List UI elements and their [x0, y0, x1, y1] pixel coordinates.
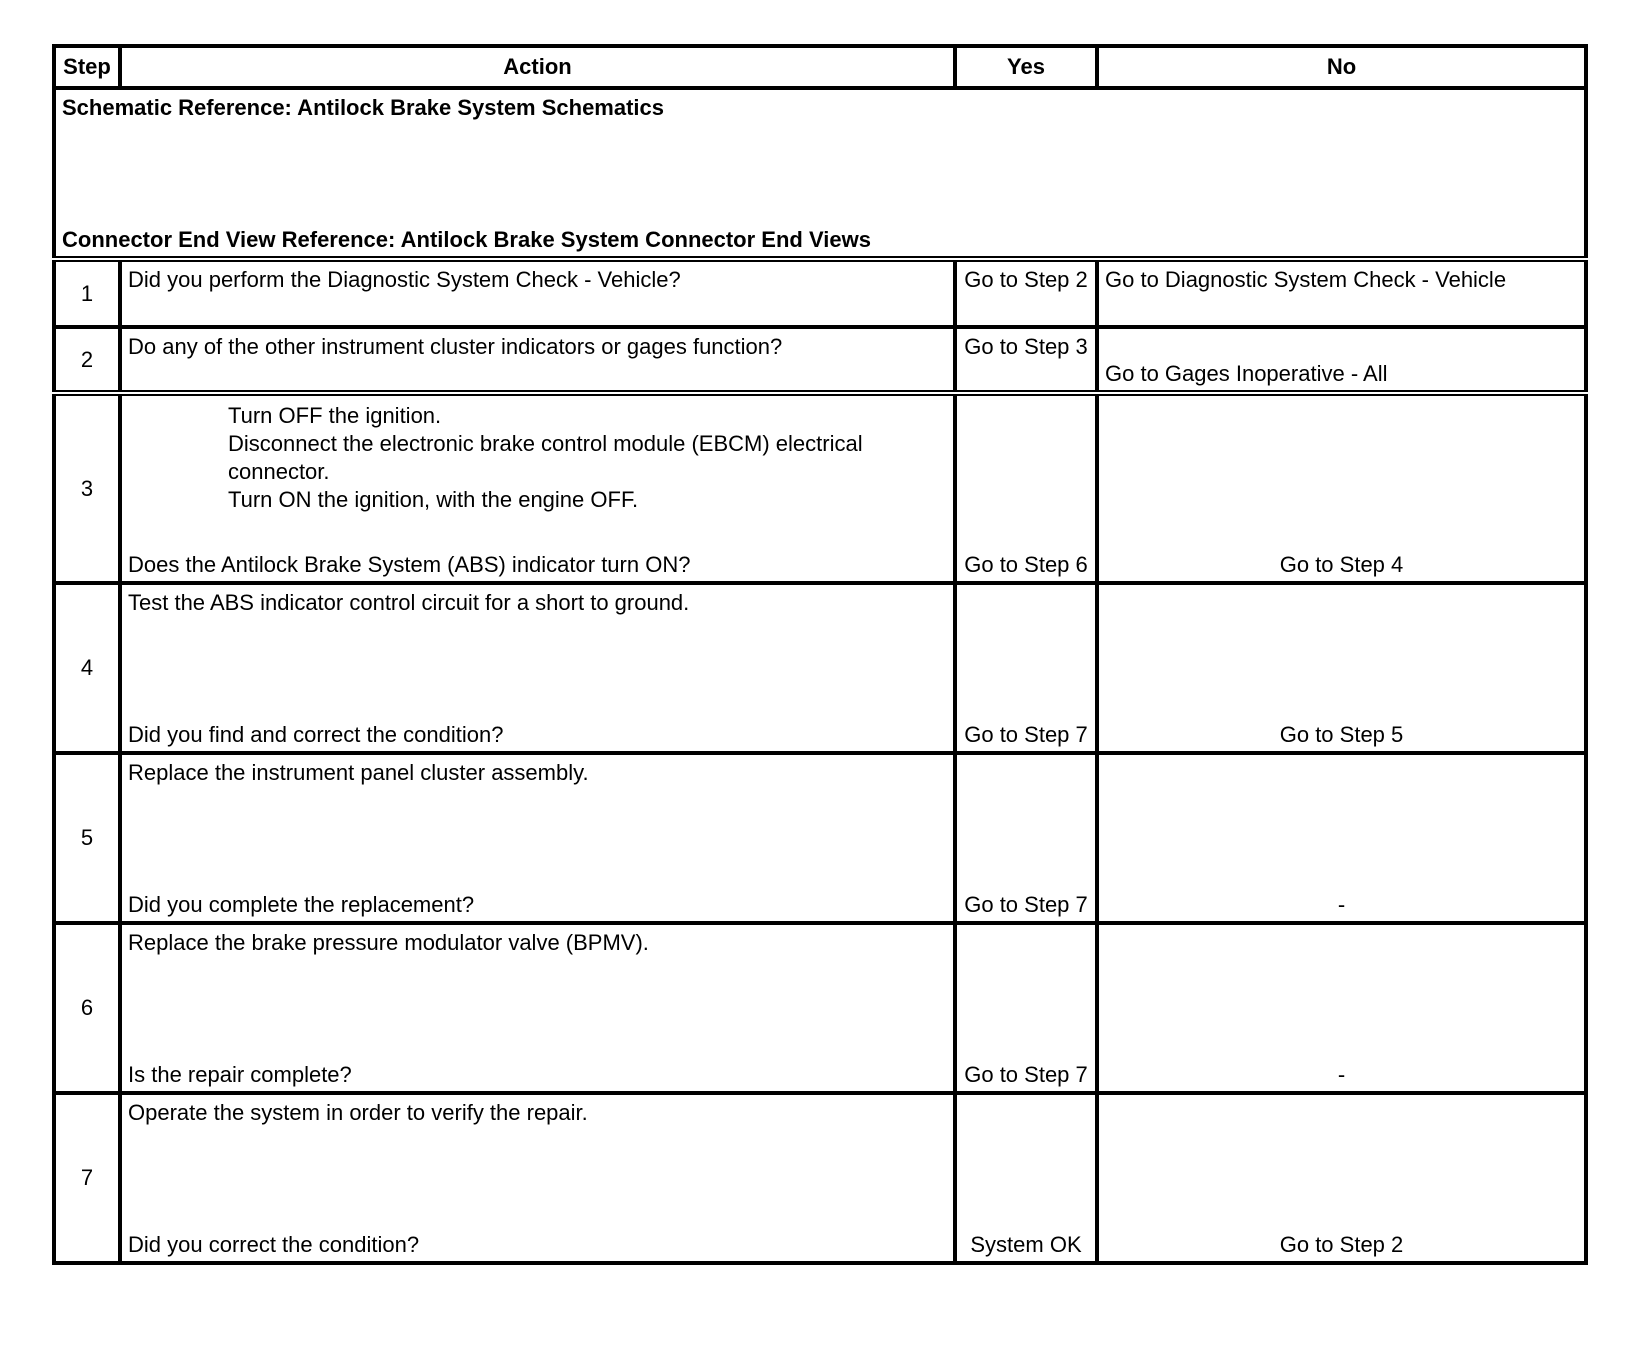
action-text: Did you perform the Diagnostic System Check - Vehicle?: [128, 267, 681, 292]
table-row: [54, 259, 1586, 327]
yes-result: System OK: [970, 1232, 1082, 1257]
step-number: 4: [54, 583, 120, 753]
action-step: Turn ON the ignition, with the engine OFF.: [228, 487, 639, 512]
table-row: [54, 393, 1586, 583]
header-row: [54, 46, 1586, 88]
header-no: No: [1097, 46, 1586, 88]
step-number: 5: [54, 753, 120, 923]
action-text: Replace the instrument panel cluster assembly.: [128, 760, 589, 785]
header-action: Action: [120, 46, 955, 88]
reference-row: [54, 88, 1586, 259]
no-result: Go to Step 4: [1279, 552, 1404, 577]
no-result: Go to Diagnostic System Check - Vehicle: [1105, 267, 1507, 292]
yes-result: Go to Step 2: [964, 267, 1088, 292]
yes-result: Go to Step 6: [964, 552, 1088, 577]
action-text: Do any of the other instrument cluster indicators or gages function?: [128, 334, 783, 359]
action-question: Does the Antilock Brake System (ABS) indicator turn ON?: [128, 552, 691, 577]
table-row: [54, 583, 1586, 753]
action-text: Operate the system in order to verify the repair.: [128, 1100, 588, 1125]
action-text: Replace the brake pressure modulator valve (BPMV).: [128, 930, 649, 955]
table-row: [54, 327, 1586, 393]
no-result: -: [1337, 1062, 1346, 1087]
header-yes: Yes: [955, 46, 1097, 88]
schematic-reference: Schematic Reference: Antilock Brake System Schematics: [62, 95, 665, 120]
yes-result: Go to Step 7: [964, 722, 1088, 747]
step-number: 2: [54, 327, 120, 393]
no-result: Go to Step 2: [1279, 1232, 1404, 1257]
action-question: Did you find and correct the condition?: [128, 722, 504, 747]
action-text: Test the ABS indicator control circuit for a short to ground.: [128, 590, 690, 615]
action-question: Did you complete the replacement?: [128, 892, 475, 917]
yes-result: Go to Step 3: [964, 334, 1088, 359]
yes-result: Go to Step 7: [964, 1062, 1088, 1087]
no-result: Go to Gages Inoperative - All: [1105, 361, 1388, 386]
header-step: Step: [54, 46, 120, 88]
table-row: [54, 1093, 1586, 1263]
table-row: [54, 753, 1586, 923]
diagnostic-table: [52, 44, 1588, 1265]
no-result: -: [1337, 892, 1346, 917]
action-steps-list: [228, 402, 933, 514]
step-number: 3: [54, 393, 120, 583]
action-question: Did you correct the condition?: [128, 1232, 420, 1257]
no-result: Go to Step 5: [1279, 722, 1404, 747]
step-number: 6: [54, 923, 120, 1093]
connector-end-view-reference: Connector End View Reference: Antilock Brake System Connector End Views: [62, 227, 871, 252]
step-number: 1: [54, 259, 120, 327]
action-step: Turn OFF the ignition.: [228, 403, 442, 428]
yes-result: Go to Step 7: [964, 892, 1088, 917]
step-number: 7: [54, 1093, 120, 1263]
table-row: [54, 923, 1586, 1093]
action-question: Is the repair complete?: [128, 1062, 352, 1087]
action-step: Disconnect the electronic brake control module (EBCM) electrical connector.: [228, 431, 863, 484]
